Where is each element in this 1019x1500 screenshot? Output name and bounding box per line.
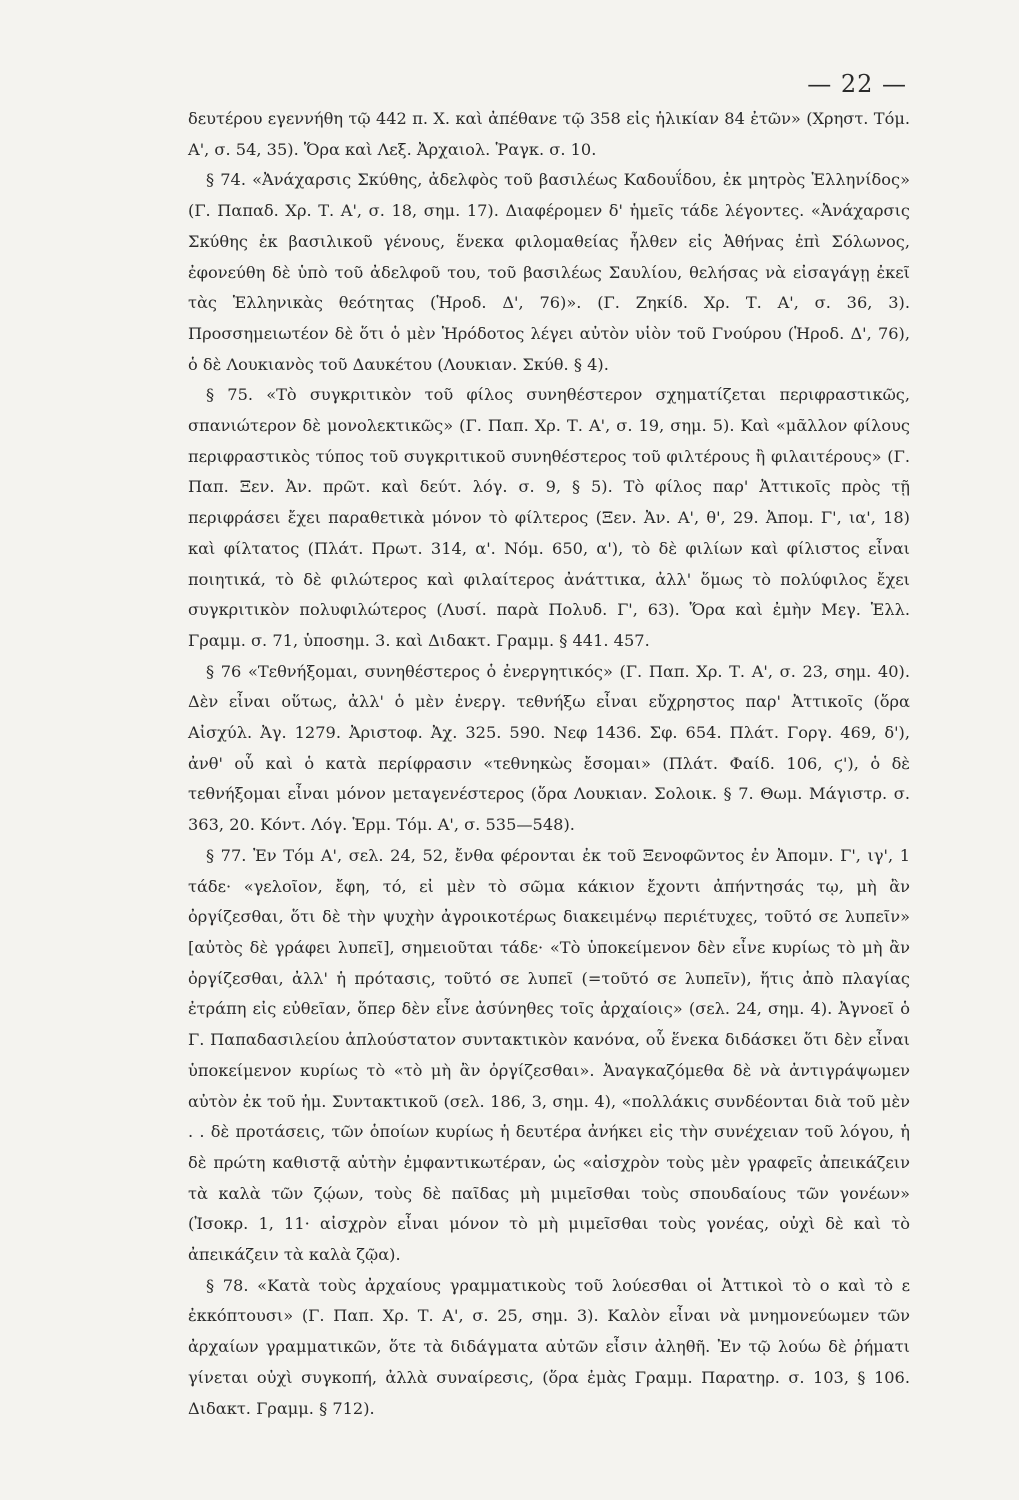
paragraph-77: § 77. Ἐν Τόμ Α', σελ. 24, 52, ἔνθα φέρονται ἐκ τοῦ Ξενοφῶντος ἐν Ἀπομν. Γ', ιγ', 1 τάδε· «γελοῖον, ἔφη, τό, εἰ μὲν τὸ σῶμα κάκιον ἔχοντι ἀπήντησάς τῳ, μὴ ἂν ὀργίζεσθαι, ὅτι δὲ τὴν ψυχὴν ἀγροικοτέρως διακειμένῳ περιέτυχες, τοῦτό σε λυπεῖν» [αὐτὸς δὲ γράφει λυπεῖ], σημειοῦται τάδε· «Τὸ ὑποκείμενον δὲν εἶνε κυρίως τὸ μὴ ἂν ὀργίζεσθαι, ἀλλ' ἡ πρότασις, τοῦτό σε λυπεῖ (=τοῦτό σε λυπεῖν), ἥτις ἀπὸ πλαγίας ἐτράπη εἰς εὐθεῖαν, ὅπερ δὲν εἶνε ἀσύνηθες τοῖς ἀρχαίοις» (σελ. 24, σημ. 4). Ἀγνοεῖ ὁ Γ. Παπαδασιλείου ἁπλούστατον συντακτικὸν κανόνα, οὗ ἕνεκα διδάσκει ὅτι δὲν εἶναι ὑποκείμενον κυρίως τὸ «τὸ μὴ ἂν ὀργίζεσθαι». Ἀναγκαζόμεθα δὲ νὰ ἀντιγράψωμεν αὐτὸν ἐκ τοῦ ἡμ. Συντακτικοῦ (σελ. 186, 3, σημ. 4), «πολλάκις συνδέονται διὰ τοῦ μὲν . . δὲ προτάσεις, τῶν ὁποίων κυρίως ἡ δευτέρα ἀνήκει εἰς τὴν συνέχειαν τοῦ λόγου, ἡ δὲ πρώτη καθιστᾷ αὐτὴν ἐμφαντικωτέραν, ὡς «αἰσχρὸν τοὺς μὲν γραφεῖς ἀπεικάζειν τὰ καλὰ τῶν ζῴων, τοὺς δὲ παῖδας μὴ μιμεῖσθαι τοὺς σπουδαίους τῶν γονέων» (Ἰσοκρ. 1, 11· αἰσχρὸν εἶναι μόνον τὸ μὴ μιμεῖσθαι τοὺς γονέας, οὐχὶ δὲ καὶ τὸ ἀπεικάζειν τὰ καλὰ ζῷα).	[188, 845, 910, 1265]
paragraph-78: § 78. «Κατὰ τοὺς ἀρχαίους γραμματικοὺς τοῦ λούεσθαι οἱ Ἀττικοὶ τὸ ο καὶ τὸ ε ἐκκόπτουσι» (Γ. Παπ. Χρ. Τ. Α', σ. 25, σημ. 3). Καλὸν εἶναι νὰ μνημονεύωμεν τῶν ἀρχαίων γραμματικῶν, ὅτε τὰ διδάγματα αὐτῶν εἶσιν ἀληθῆ. Ἐν τῷ λούω δὲ ῥήματι γίνεται οὐχὶ συγκοπή, ἀλλὰ συναίρεσις, (ὅρα ἐμὰς Γραμμ. Παρατηρ. σ. 103, § 106. Διδακτ. Γραμμ. § 712).	[188, 1275, 910, 1418]
paragraph-continuation: δευτέρου εγεννήθη τῷ 442 π. Χ. καὶ ἀπέθανε τῷ 358 εἰς ἡλικίαν 84 ἐτῶν» (Χρηστ. Τόμ. Α', σ. 54, 35). Ὅρα καὶ Λεξ. Ἀρχαιολ. Ῥαγκ. σ. 10.	[188, 109, 910, 159]
page-number-text: — 22 —	[807, 70, 907, 98]
body-text	[188, 104, 910, 1424]
paragraph-76: § 76 «Τεθνήξομαι, συνηθέστερος ὁ ἐνεργητικός» (Γ. Παπ. Χρ. Τ. Α', σ. 23, σημ. 40). Δὲν εἶναι οὕτως, ἀλλ' ὁ μὲν ἐνεργ. τεθνήξω εἶναι εὔχρηστος παρ' Ἀττικοῖς (ὅρα Αἰσχύλ. Ἀγ. 1279. Ἀριστοφ. Ἀχ. 325. 590. Νεφ 1436. Σφ. 654. Πλάτ. Γοργ. 469, δ'), ἀνθ' οὗ καὶ ὁ κατὰ περίφρασιν «τεθνηκὼς ἔσομαι» (Πλάτ. Φαίδ. 106, ϛ'), ὁ δὲ τεθνήξομαι εἶναι μόνον μεταγενέστερος (ὅρα Λουκιαν. Σολοικ. § 7. Θωμ. Μάγιστρ. σ. 363, 20. Κόντ. Λόγ. Ἑρμ. Τόμ. Α', σ. 535—548).	[188, 661, 910, 835]
page-number	[0, 70, 1019, 98]
paragraph-75: § 75. «Τὸ συγκριτικὸν τοῦ φίλος συνηθέστερον σχηματίζεται περιφραστικῶς, σπανιώτερον δὲ μονολεκτικῶς» (Γ. Παπ. Χρ. Τ. Α', σ. 19, σημ. 5). Καὶ «μᾶλλον φίλους περιφραστικὸς τύπος τοῦ συγκριτικοῦ συνηθέστερος τοῦ φιλτέρους ἢ φιλαιτέρους» (Γ. Παπ. Ξεν. Ἀν. πρῶτ. καὶ δεύτ. λόγ. σ. 9, § 5). Τὸ φίλος παρ' Ἀττικοῖς πρὸς τῇ περιφράσει ἔχει παραθετικὰ μόνον τὸ φίλτερος (Ξεν. Ἀν. Α', θ', 29. Ἀπομ. Γ', ια', 18) καὶ φίλτατος (Πλάτ. Πρωτ. 314, α'. Νόμ. 650, α'), τὸ δὲ φιλίων καὶ φίλιστος εἶναι ποιητικά, τὸ δὲ φιλώτερος καὶ φιλαίτερος ἀνάττικα, ἀλλ' ὅμως τὸ πολύφιλος ἔχει συγκριτικὸν πολυφιλώτερος (Λυσί. παρὰ Πολυδ. Γ', 63). Ὅρα καὶ ἐμὴν Μεγ. Ἑλλ. Γραμμ. σ. 71, ὑποσημ. 3. καὶ Διδακτ. Γραμμ. § 441. 457.	[188, 385, 910, 650]
paragraph-74: § 74. «Ἀνάχαρσις Σκύθης, ἀδελφὸς τοῦ βασιλέως Καδουΐδου, ἐκ μητρὸς Ἑλληνίδος» (Γ. Παπαδ. Χρ. Τ. Α', σ. 18, σημ. 17). Διαφέρομεν δ' ἡμεῖς τάδε λέγοντες. «Ἀνάχαρσις Σκύθης ἐκ βασιλικοῦ γένους, ἕνεκα φιλομαθείας ἦλθεν εἰς Ἀθήνας ἐπὶ Σόλωνος, ἐφονεύθη δὲ ὑπὸ τοῦ ἀδελφοῦ του, τοῦ βασιλέως Σαυλίου, θελήσας νὰ εἰσαγάγῃ ἐκεῖ τὰς Ἑλληνικὰς θεότητας (Ἡροδ. Δ', 76)». (Γ. Ζηκίδ. Χρ. Τ. Α', σ. 36, 3). Προσσημειωτέον δὲ ὅτι ὁ μὲν Ἡρόδοτος λέγει αὐτὸν υἱὸν τοῦ Γνούρου (Ἡροδ. Δ', 76), ὁ δὲ Λουκιανὸς τοῦ Δαυκέτου (Λουκιαν. Σκύθ. § 4).	[188, 170, 910, 374]
